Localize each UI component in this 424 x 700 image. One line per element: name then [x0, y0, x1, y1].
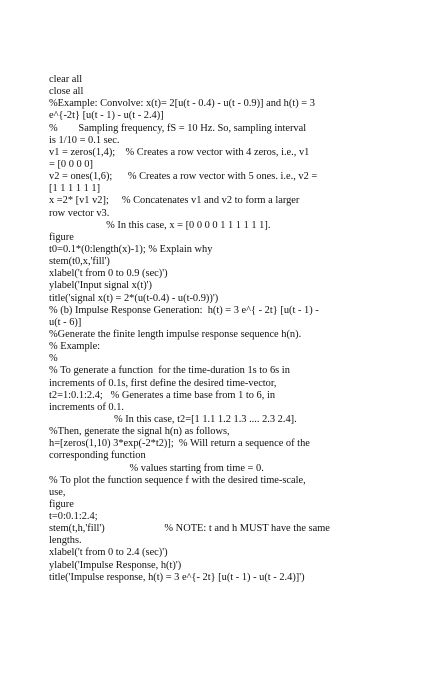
code-line: increments of 0.1s, first define the desired time-vector, — [49, 377, 277, 389]
code-line: e^{-2t} [u(t - 1) - u(t - 2.4)] — [49, 110, 164, 122]
code-line: close all — [49, 86, 84, 98]
code-line: xlabel('t from 0 to 0.9 (sec)') — [49, 268, 168, 280]
code-line: u(t - 6)] — [49, 316, 82, 328]
code-line: % — [49, 353, 58, 365]
code-line: % values starting from time = 0. — [49, 462, 264, 474]
matlab-code-document — [49, 74, 389, 584]
code-line: v1 = zeros(1,4); % Creates a row vector with 4 zeros, i.e., v1 — [49, 146, 310, 158]
code-line: figure — [49, 231, 74, 243]
code-line: = [0 0 0 0] — [49, 158, 93, 170]
code-line: % (b) Impulse Response Generation: h(t) = 3 e^{ - 2t} [u(t - 1) - — [49, 304, 319, 316]
code-line: clear all — [49, 74, 83, 85]
code-line: %Example: Convolve: x(t)= 2[u(t - 0.4) - u(t - 0.9)] and h(t) = 3 — [49, 98, 315, 110]
code-line: % To generate a function for the time-duration 1s to 6s in — [49, 365, 290, 377]
code-line: title('Impulse response, h(t) = 3 e^{- 2t} [u(t - 1) - u(t - 2.4)]') — [49, 571, 305, 583]
code-line: stem(t,h,'fill') % NOTE: t and h MUST have the same — [49, 523, 330, 535]
code-line: t=0:0.1:2.4; — [49, 511, 98, 523]
code-line: is 1/10 = 0.1 sec. — [49, 134, 120, 146]
code-line: % Example: — [49, 341, 101, 353]
code-line: lengths. — [49, 535, 82, 547]
code-line: % To plot the function sequence f with the desired time-scale, — [49, 474, 306, 486]
code-line: % In this case, x = [0 0 0 0 1 1 1 1 1 1]. — [49, 219, 271, 231]
code-line: use, — [49, 486, 66, 498]
code-line: %Generate the finite length impulse response sequence h(n). — [49, 328, 302, 340]
code-line: v2 = ones(1,6); % Creates a row vector with 5 ones. i.e., v2 = — [49, 171, 318, 183]
code-line: figure — [49, 498, 74, 510]
code-line: row vector v3. — [49, 207, 110, 219]
code-line: ylabel('Input signal x(t)') — [49, 280, 153, 292]
code-line: stem(t0,x,'fill') — [49, 256, 110, 268]
code-line: title('signal x(t) = 2*(u(t-0.4) - u(t-0.9))') — [49, 292, 219, 304]
code-line: corresponding function — [49, 450, 146, 462]
code-line: t2=1:0.1:2.4; % Generates a time base from 1 to 6, in — [49, 389, 276, 401]
code-line: increments of 0.1. — [49, 401, 125, 413]
code-line: xlabel('t from 0 to 2.4 (sec)') — [49, 547, 168, 559]
code-line: %Then, generate the signal h(n) as follows, — [49, 426, 230, 438]
code-line: x =2* [v1 v2]; % Concatenates v1 and v2 to form a larger — [49, 195, 300, 207]
code-line: % Sampling frequency, fS = 10 Hz. So, sampling interval — [49, 122, 307, 134]
code-line: ylabel('Impulse Response, h(t)') — [49, 559, 182, 571]
code-line: t0=0.1*(0:length(x)-1); % Explain why — [49, 243, 213, 255]
code-line: h=[zeros(1,10) 3*exp(-2*t2)]; % Will return a sequence of the — [49, 438, 310, 450]
code-line: % In this case, t2=[1 1.1 1.2 1.3 .... 2.3 2.4]. — [49, 413, 297, 425]
code-line: [1 1 1 1 1 1] — [49, 183, 101, 195]
